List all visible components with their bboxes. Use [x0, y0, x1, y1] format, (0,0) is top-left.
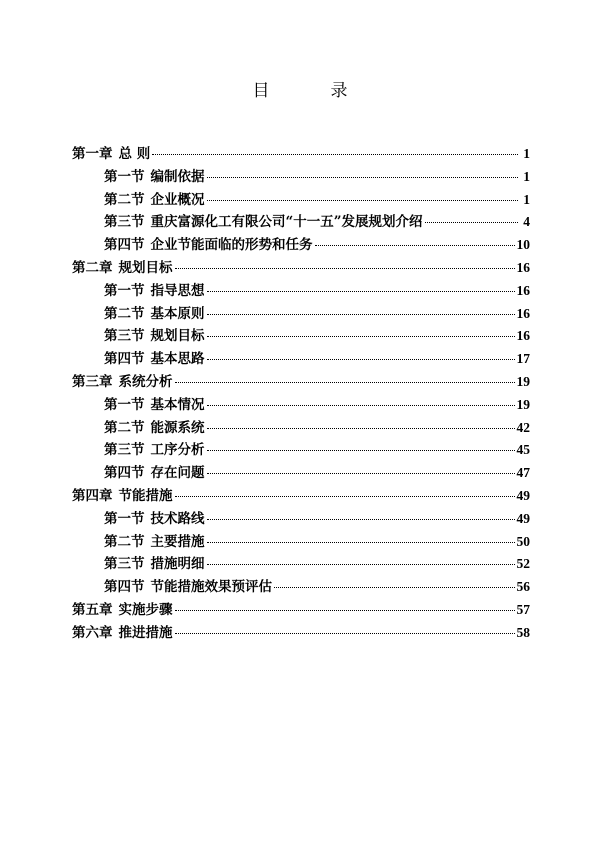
toc-entry-page: 47 — [516, 465, 530, 481]
toc-entry[interactable] — [72, 210, 530, 233]
toc-entry[interactable] — [72, 438, 530, 461]
toc-entry-page: 45 — [516, 442, 530, 458]
dot-leader — [175, 633, 515, 634]
toc-entry[interactable] — [72, 165, 530, 188]
toc-entry-title: 实施步骤 — [118, 601, 173, 618]
toc-entry-number: 第二节 — [104, 419, 145, 436]
toc-entry-page: 16 — [516, 305, 530, 321]
toc-entry-page: 49 — [516, 487, 530, 503]
dot-leader — [207, 177, 519, 178]
toc-entry-page: 16 — [516, 259, 530, 275]
toc-entry-number: 第四节 — [104, 465, 145, 482]
toc-entry-page: 42 — [516, 419, 530, 435]
toc-entry[interactable] — [72, 233, 530, 256]
toc-entry-number: 第二章 — [72, 259, 113, 276]
toc-entry-number: 第三节 — [104, 556, 145, 573]
toc-entry-page: 1 — [523, 168, 530, 184]
toc-entry-title: 重庆富源化工有限公司“十一五”发展规划介绍 — [150, 214, 423, 231]
dot-leader — [207, 200, 519, 201]
toc-entry[interactable] — [72, 279, 530, 302]
toc-entry-title: 基本原则 — [150, 305, 205, 322]
toc-entry-title: 节能措施 — [118, 487, 173, 504]
toc-entry-number: 第四节 — [104, 579, 145, 596]
toc-entry-number: 第六章 — [72, 624, 113, 641]
toc-entry[interactable] — [72, 552, 530, 575]
toc-entry-number: 第二节 — [104, 533, 145, 550]
dot-leader — [175, 268, 515, 269]
dot-leader — [207, 564, 515, 565]
toc-entry-page: 57 — [516, 601, 530, 617]
toc-entry[interactable] — [72, 416, 530, 439]
toc-entry-number: 第一章 — [72, 146, 113, 162]
toc-entry[interactable] — [72, 256, 530, 279]
toc-entry[interactable] — [72, 575, 530, 598]
toc-entry-title: 企业概况 — [150, 191, 205, 208]
dot-leader — [207, 473, 515, 474]
toc-entry-page: 1 — [523, 146, 530, 161]
dot-leader — [207, 405, 515, 406]
dot-leader — [207, 359, 515, 360]
toc-entry-page: 17 — [516, 351, 530, 367]
dot-leader — [207, 336, 515, 337]
toc-entry-title: 规划目标 — [118, 259, 173, 276]
toc-entry[interactable] — [72, 302, 530, 325]
toc-entry-number: 第三节 — [104, 328, 145, 345]
toc-entry-title: 基本情况 — [150, 396, 205, 413]
toc-entry[interactable] — [72, 324, 530, 347]
table-of-contents — [72, 142, 530, 644]
dot-leader — [274, 587, 515, 588]
toc-entry-number: 第四章 — [72, 487, 113, 504]
toc-entry-number: 第四节 — [104, 351, 145, 368]
toc-entry-title: 规划目标 — [150, 328, 205, 345]
toc-entry-page: 16 — [516, 328, 530, 344]
page-title: 目 录 — [252, 81, 370, 101]
dot-leader — [207, 291, 515, 292]
dot-leader — [207, 314, 515, 315]
toc-entry-title: 企业节能面临的形势和任务 — [150, 237, 313, 254]
toc-entry-title: 总 则 — [118, 146, 151, 162]
toc-entry-page: 56 — [516, 579, 530, 595]
toc-entry-title: 编制依据 — [150, 168, 205, 185]
toc-entry-title: 指导思想 — [150, 282, 205, 299]
toc-entry-number: 第三章 — [72, 373, 113, 390]
toc-entry-title: 系统分析 — [118, 373, 173, 390]
toc-entry-number: 第一节 — [104, 510, 145, 527]
dot-leader — [207, 519, 515, 520]
dot-leader — [175, 496, 515, 497]
toc-entry-number: 第四节 — [104, 237, 145, 254]
toc-entry[interactable] — [72, 530, 530, 553]
dot-leader — [207, 450, 515, 451]
toc-entry[interactable] — [72, 507, 530, 530]
toc-entry-page: 58 — [516, 624, 530, 640]
toc-entry[interactable] — [72, 393, 530, 416]
toc-entry-number: 第一节 — [104, 396, 145, 413]
dot-leader — [175, 382, 515, 383]
toc-entry-page: 10 — [516, 237, 530, 253]
toc-entry-number: 第一节 — [104, 168, 145, 185]
toc-entry-page: 52 — [516, 556, 530, 572]
toc-entry-page: 19 — [516, 373, 530, 389]
toc-entry-number: 第二节 — [104, 191, 145, 208]
toc-entry[interactable] — [72, 370, 530, 393]
toc-entry-page: 50 — [516, 533, 530, 549]
toc-entry-number: 第三节 — [104, 214, 145, 231]
toc-entry[interactable] — [72, 188, 530, 211]
toc-entry-title: 主要措施 — [150, 533, 205, 550]
dot-leader — [207, 542, 515, 543]
toc-entry-page: 49 — [516, 510, 530, 526]
toc-entry-title: 能源系统 — [150, 419, 205, 436]
dot-leader — [425, 222, 518, 223]
toc-entry-page: 4 — [523, 214, 530, 230]
dot-leader — [207, 428, 515, 429]
toc-entry[interactable] — [72, 484, 530, 507]
dot-leader — [152, 154, 518, 155]
toc-entry[interactable] — [72, 621, 530, 644]
toc-entry[interactable] — [72, 598, 530, 621]
toc-entry-title: 工序分析 — [150, 442, 205, 459]
toc-entry[interactable] — [72, 347, 530, 370]
toc-entry-title: 措施明细 — [150, 556, 205, 573]
toc-entry-number: 第三节 — [104, 442, 145, 459]
toc-entry-title: 基本思路 — [150, 351, 205, 368]
dot-leader — [315, 245, 515, 246]
toc-entry-title: 技术路线 — [150, 510, 205, 527]
toc-entry-title: 存在问题 — [150, 465, 205, 482]
toc-entry-number: 第五章 — [72, 601, 113, 618]
toc-entry[interactable] — [72, 461, 530, 484]
toc-entry-page: 16 — [516, 282, 530, 298]
dot-leader — [175, 610, 515, 611]
toc-entry-page: 19 — [516, 396, 530, 412]
toc-entry[interactable] — [72, 142, 530, 165]
toc-entry-title: 推进措施 — [118, 624, 173, 641]
toc-entry-number: 第一节 — [104, 282, 145, 299]
toc-entry-page: 1 — [523, 191, 530, 207]
toc-entry-number: 第二节 — [104, 305, 145, 322]
toc-entry-title: 节能措施效果预评估 — [150, 579, 272, 596]
